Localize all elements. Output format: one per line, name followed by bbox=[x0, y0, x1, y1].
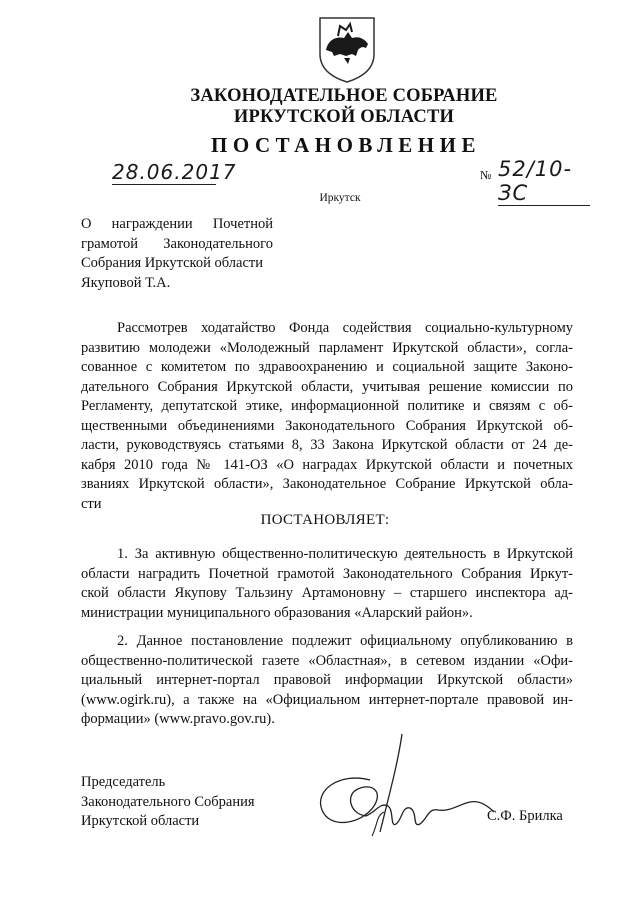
city-name: Иркутск bbox=[319, 192, 361, 204]
paragraph-line: развитию молодежи «Молодежный парламент Иркутской области», согла- bbox=[81, 339, 573, 356]
number-label: № bbox=[480, 168, 492, 182]
paragraph-line: сти bbox=[81, 495, 102, 512]
paragraph-line: 1. За активную общественно-политическую деятельность в Иркутской bbox=[117, 546, 573, 562]
document-subject bbox=[81, 215, 273, 293]
decree-heading: ПОСТАНОВЛЯЕТ: bbox=[260, 512, 390, 528]
coat-of-arms-icon bbox=[316, 14, 378, 84]
handwritten-signature bbox=[310, 732, 500, 852]
paragraph-line: 2. Данное постановление подлежит официальному опубликованию в bbox=[117, 633, 573, 649]
subject-line: Собрания Иркутской области bbox=[81, 255, 263, 271]
item-2-paragraph bbox=[81, 632, 573, 730]
signatory-title-line: Законодательного Собрания bbox=[81, 793, 255, 810]
paragraph-line: дательного Собрания Иркутской области, учитывая решение комиссии по bbox=[81, 378, 573, 395]
paragraph-line: (www.ogirk.ru), а также на «Официальном интернет-портале правовой ин- bbox=[81, 691, 573, 708]
paragraph-line: щественными объединениями Законодательного Собрания Иркутской об- bbox=[81, 417, 573, 434]
paragraph-line: формации» (www.pravo.gov.ru). bbox=[81, 711, 275, 727]
paragraph-line: области наградить Почетной грамотой Законодательного Собрания Иркут- bbox=[81, 565, 573, 582]
subject-line: Якуповой Т.А. bbox=[81, 274, 171, 291]
subject-line: грамотой Законодательного bbox=[81, 235, 273, 252]
signatory-title bbox=[81, 773, 255, 832]
document-date: 28.06.2017 bbox=[112, 160, 237, 184]
org-name-line1: ЗАКОНОДАТЕЛЬНОЕ СОБРАНИЕ bbox=[190, 86, 498, 106]
paragraph-line: министрации муниципального образования «Аларский район». bbox=[81, 604, 473, 621]
paragraph-line: общественно-политической газете «Областная», в сетевом издании «Офи- bbox=[81, 652, 573, 669]
document-number: 52/10-ЗС bbox=[498, 157, 590, 206]
signatory-title-line: Иркутской области bbox=[81, 813, 200, 829]
paragraph-line: званиях Иркутской области», Законодательное Собрание Иркутской обла- bbox=[81, 476, 573, 492]
signatory-name: С.Ф. Брилка bbox=[487, 808, 563, 824]
org-name-line2: ИРКУТСКОЙ ОБЛАСТИ bbox=[233, 107, 455, 127]
paragraph-line: ской области Якупову Тальзину Артамоновну – старшего инспектора ад- bbox=[81, 585, 573, 601]
paragraph-line: циальный интернет-портал правовой информации Иркутской области» bbox=[81, 672, 573, 688]
paragraph-line: сованное с комитетом по здравоохранению и социальной защите Законо- bbox=[81, 359, 573, 375]
subject-line: О награждении Почетной bbox=[81, 216, 273, 232]
preamble-paragraph bbox=[81, 319, 573, 514]
signatory-title-line: Председатель bbox=[81, 774, 166, 790]
document-type-title: ПОСТАНОВЛЕНИЕ bbox=[211, 133, 481, 157]
paragraph-line: Регламенту, депутатской этике, информационной политике и связям с об- bbox=[81, 398, 573, 414]
paragraph-line: ласти, руководствуясь статьями 8, 33 Закона Иркутской области от 24 де- bbox=[81, 437, 573, 453]
item-1-paragraph bbox=[81, 545, 573, 623]
paragraph-line: кабря 2010 года № 141-ОЗ «О наградах Иркутской области и почетных bbox=[81, 456, 573, 473]
paragraph-line: Рассмотрев ходатайство Фонда содействия социально-культурному bbox=[117, 320, 573, 336]
